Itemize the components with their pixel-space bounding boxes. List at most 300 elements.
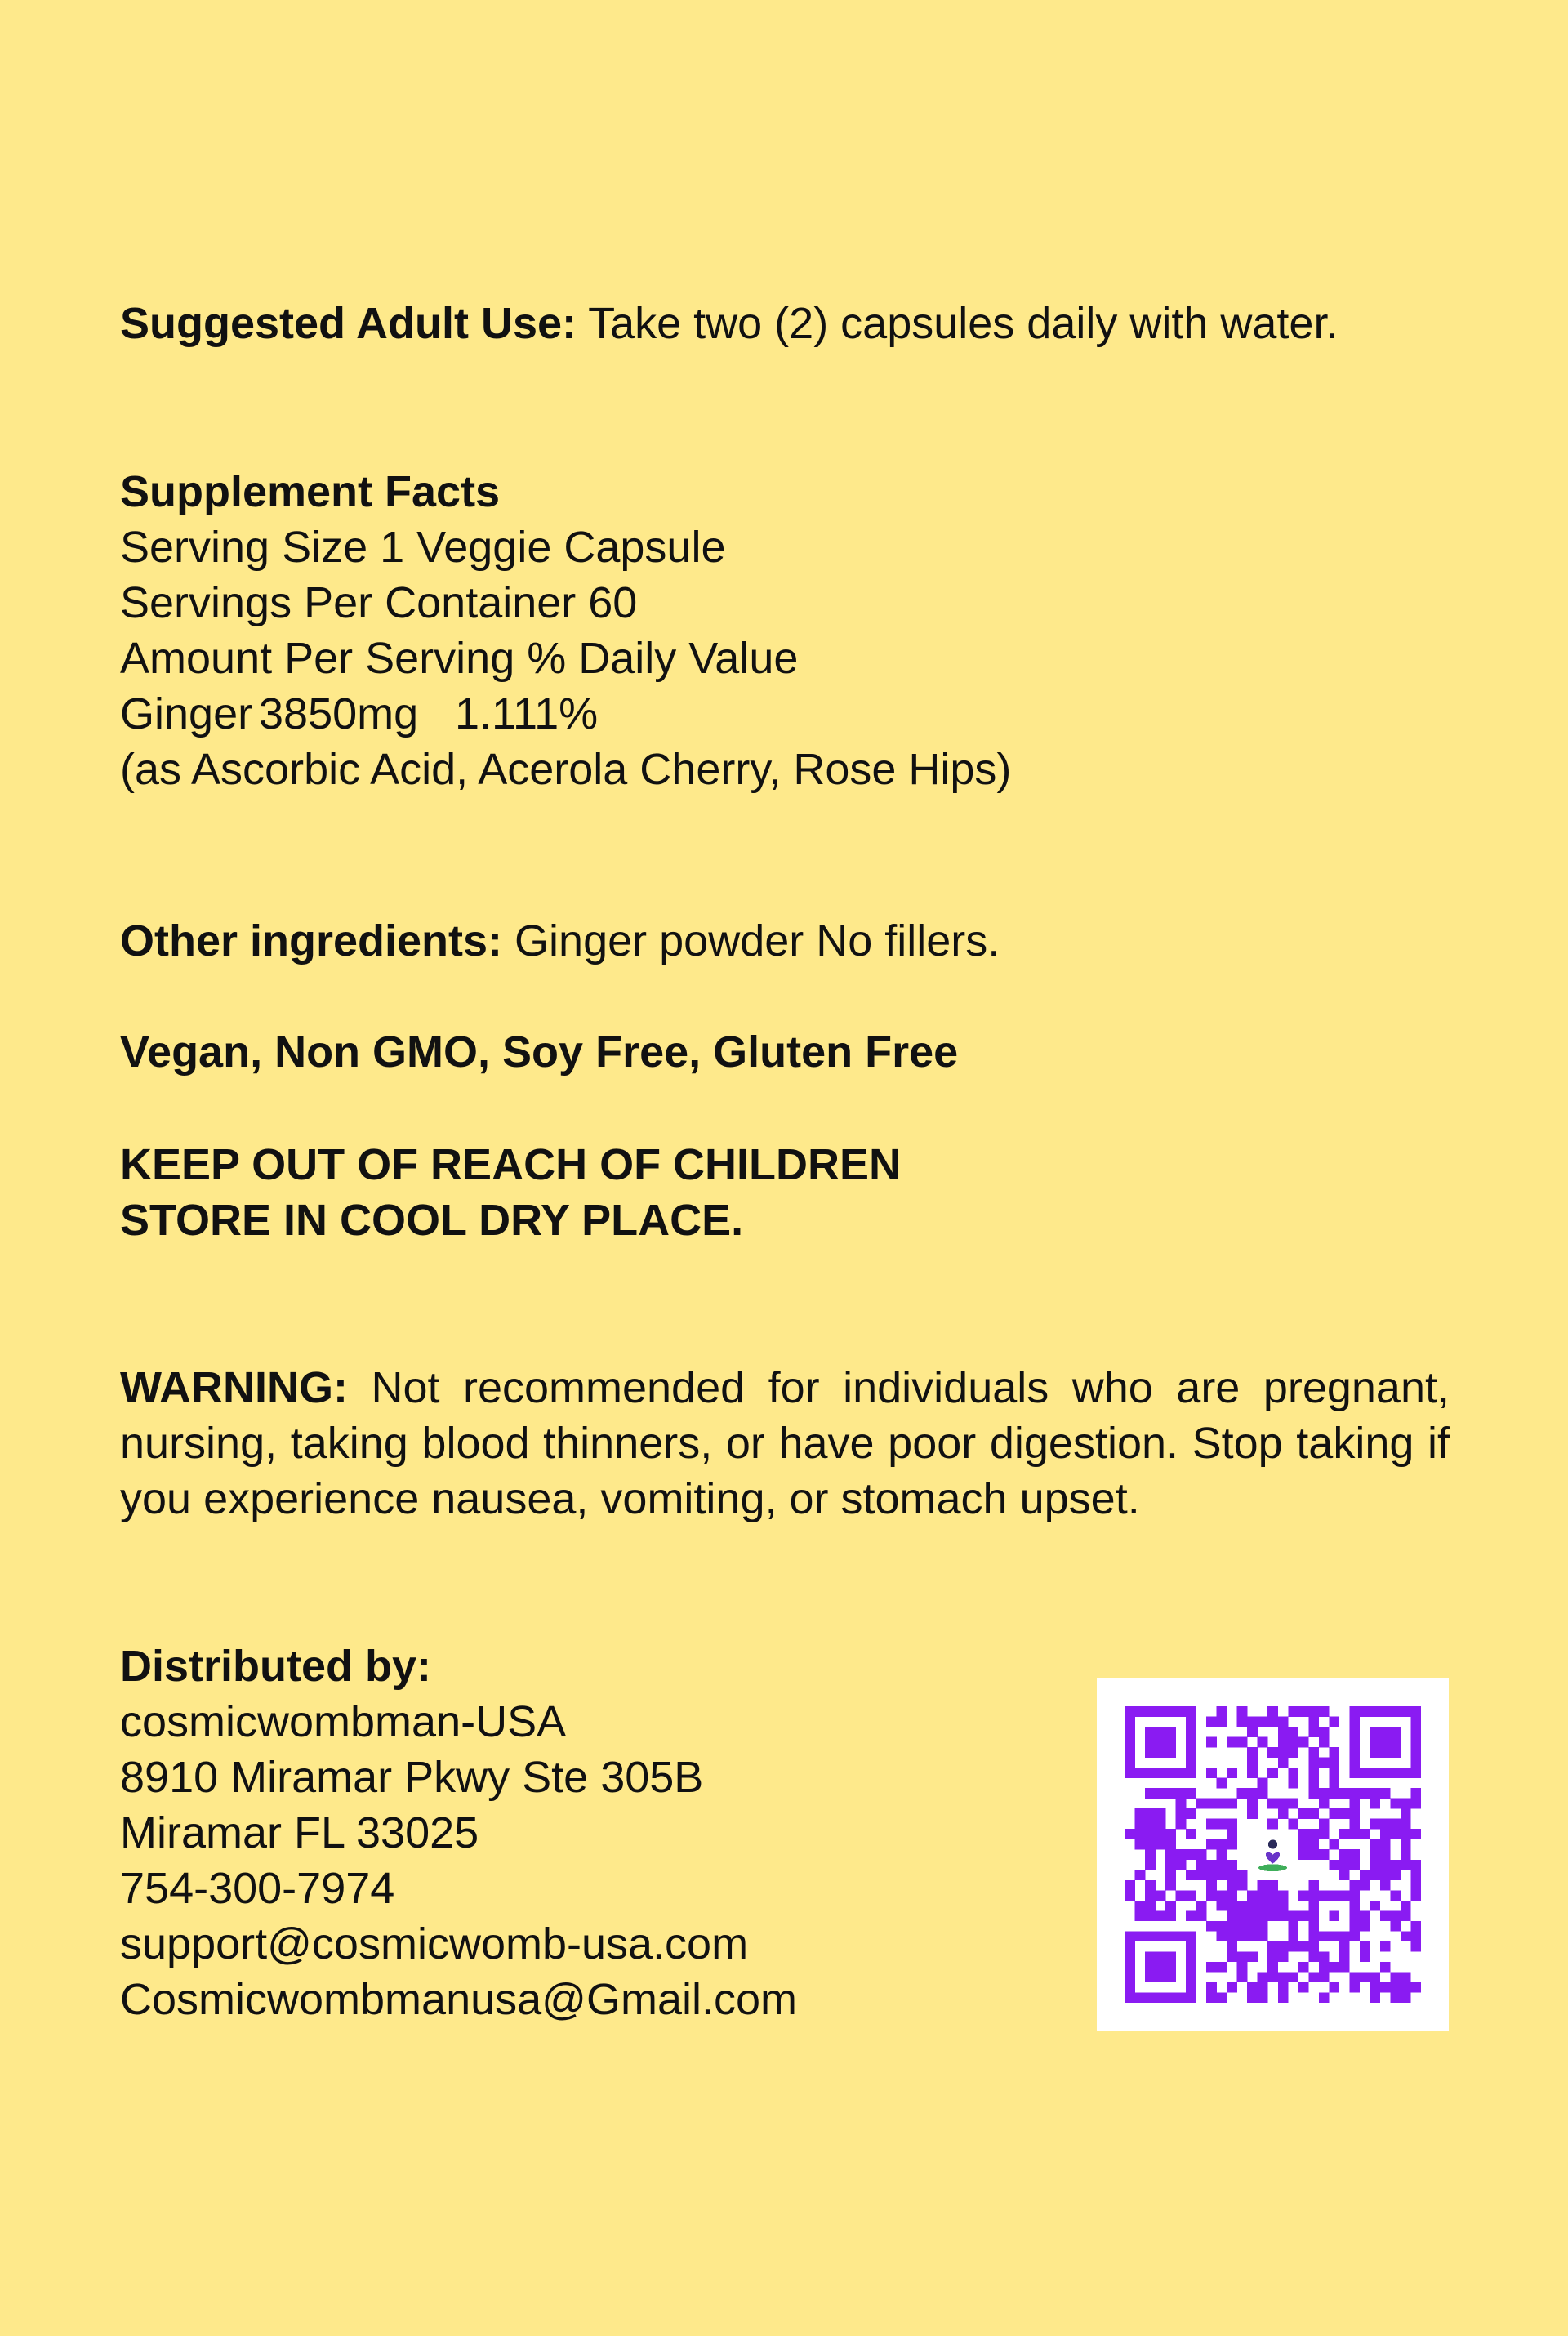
qr-module: [1349, 1890, 1360, 1901]
qr-module: [1278, 1992, 1289, 2003]
qr-module: [1339, 1808, 1350, 1819]
qr-module: [1410, 1829, 1421, 1839]
qr-module: [1288, 1706, 1298, 1717]
qr-module: [1227, 1951, 1237, 1962]
qr-module: [1217, 1799, 1227, 1809]
qr-module: [1165, 1880, 1176, 1891]
qr-module: [1308, 1972, 1319, 1982]
qr-module: [1360, 1788, 1370, 1799]
qr-module: [1206, 1992, 1217, 2003]
qr-module: [1380, 1727, 1391, 1737]
qr-module: [1401, 1829, 1411, 1839]
qr-module: [1217, 1962, 1227, 1973]
qr-module: [1247, 1910, 1258, 1921]
qr-module: [1329, 1931, 1339, 1941]
qr-module: [1349, 1758, 1360, 1768]
qr-module: [1349, 1931, 1360, 1941]
qr-module: [1135, 1819, 1146, 1830]
qr-module: [1145, 1992, 1156, 2003]
qr-module: [1370, 1706, 1380, 1717]
qr-module: [1349, 1880, 1360, 1891]
qr-module: [1217, 1819, 1227, 1830]
qr-module: [1278, 1799, 1289, 1809]
qr-module: [1267, 1962, 1278, 1973]
qr-module: [1217, 1860, 1227, 1870]
qr-module: [1401, 1931, 1411, 1941]
qr-module: [1390, 1890, 1401, 1901]
qr-module: [1237, 1901, 1248, 1911]
qr-module: [1349, 1901, 1360, 1911]
qr-module: [1165, 1910, 1176, 1921]
qr-module: [1176, 1890, 1187, 1901]
qr-module: [1390, 1706, 1401, 1717]
qr-module: [1145, 1829, 1156, 1839]
qr-module: [1176, 1849, 1187, 1860]
qr-module: [1308, 1910, 1319, 1921]
qr-module: [1247, 1890, 1258, 1901]
qr-module: [1227, 1870, 1237, 1880]
qr-module: [1339, 1931, 1350, 1941]
qr-module: [1329, 1758, 1339, 1768]
qr-module: [1349, 1860, 1360, 1870]
qr-module: [1308, 1727, 1319, 1737]
qr-module: [1156, 1808, 1166, 1819]
qr-module: [1206, 1982, 1217, 1993]
qr-module: [1319, 1706, 1330, 1717]
qr-module: [1196, 1901, 1207, 1911]
qr-module: [1206, 1921, 1217, 1932]
qr-module: [1298, 1941, 1309, 1952]
qr-module: [1349, 1829, 1360, 1839]
qr-module: [1176, 1706, 1187, 1717]
qr-module: [1370, 1747, 1380, 1758]
qr-module: [1308, 1941, 1319, 1952]
qr-module: [1319, 1758, 1330, 1768]
qr-module: [1329, 1860, 1339, 1870]
qr-module: [1176, 1819, 1187, 1830]
qr-module: [1206, 1768, 1217, 1778]
qr-module: [1217, 1931, 1227, 1941]
qr-module: [1390, 1860, 1401, 1870]
qr-module: [1186, 1706, 1196, 1717]
qr-module: [1227, 1839, 1237, 1850]
qr-module: [1156, 1788, 1166, 1799]
qr-module: [1165, 1860, 1176, 1870]
qr-module: [1165, 1972, 1176, 1982]
qr-module: [1401, 1982, 1411, 1993]
qr-module: [1237, 1880, 1248, 1891]
qr-module: [1288, 1737, 1298, 1748]
qr-module: [1410, 1860, 1421, 1870]
qr-module: [1329, 1747, 1339, 1758]
qr-module: [1156, 1910, 1166, 1921]
qr-code-icon[interactable]: [1097, 1678, 1449, 2031]
qr-module: [1145, 1706, 1156, 1717]
qr-module: [1227, 1860, 1237, 1870]
servings-per-container: Servings Per Container 60: [120, 578, 638, 627]
qr-module: [1156, 1706, 1166, 1717]
qr-module: [1267, 1747, 1278, 1758]
qr-module: [1278, 1890, 1289, 1901]
qr-module: [1329, 1910, 1339, 1921]
qr-module: [1258, 1880, 1268, 1891]
qr-module: [1339, 1890, 1350, 1901]
qr-module: [1308, 1758, 1319, 1768]
qr-module: [1247, 1921, 1258, 1932]
qr-module: [1349, 1747, 1360, 1758]
qr-module: [1370, 1839, 1380, 1850]
qr-module: [1165, 1747, 1176, 1758]
qr-module: [1380, 1737, 1391, 1748]
qr-module: [1360, 1951, 1370, 1962]
qr-module: [1329, 1717, 1339, 1727]
qr-module: [1298, 1849, 1309, 1860]
qr-module: [1145, 1808, 1156, 1819]
qr-module: [1278, 1910, 1289, 1921]
qr-module: [1145, 1972, 1156, 1982]
qr-module: [1186, 1982, 1196, 1993]
qr-module: [1370, 1972, 1380, 1982]
qr-module: [1237, 1962, 1248, 1973]
qr-module: [1380, 1910, 1391, 1921]
qr-module: [1308, 1829, 1319, 1839]
qr-module: [1401, 1849, 1411, 1860]
distributor-info: [120, 1638, 797, 2027]
qr-module: [1227, 1910, 1237, 1921]
qr-module: [1125, 1941, 1135, 1952]
storage-line-children: KEEP OUT OF REACH OF CHILDREN: [120, 1140, 902, 1189]
qr-module: [1186, 1941, 1196, 1952]
qr-module: [1319, 1951, 1330, 1962]
qr-module: [1401, 1706, 1411, 1717]
qr-module: [1370, 1849, 1380, 1860]
qr-module: [1401, 1799, 1411, 1809]
qr-module: [1401, 1839, 1411, 1850]
qr-module: [1206, 1839, 1217, 1850]
qr-module: [1125, 1717, 1135, 1727]
qr-module: [1176, 1808, 1187, 1819]
qr-module: [1145, 1931, 1156, 1941]
qr-module: [1125, 1829, 1135, 1839]
qr-module: [1380, 1982, 1391, 1993]
qr-module: [1308, 1951, 1319, 1962]
qr-module: [1267, 1768, 1278, 1778]
qr-module: [1145, 1839, 1156, 1850]
qr-module: [1237, 1706, 1248, 1717]
qr-module: [1267, 1901, 1278, 1911]
qr-module: [1125, 1727, 1135, 1737]
qr-module: [1360, 1768, 1370, 1778]
qr-module: [1165, 1839, 1176, 1850]
qr-module: [1410, 1921, 1421, 1932]
qr-module: [1308, 1717, 1319, 1727]
qr-module: [1308, 1880, 1319, 1891]
distributor-email-gmail[interactable]: Cosmicwombmanusa@Gmail.com: [120, 1975, 798, 2024]
qr-module: [1258, 1992, 1268, 2003]
qr-module: [1370, 1799, 1380, 1809]
qr-module: [1308, 1706, 1319, 1717]
qr-module: [1125, 1768, 1135, 1778]
qr-module: [1349, 1910, 1360, 1921]
qr-module: [1308, 1849, 1319, 1860]
qr-module: [1370, 1901, 1380, 1911]
suggested-use-label: Suggested Adult Use:: [120, 299, 577, 348]
qr-module: [1247, 1768, 1258, 1778]
qr-module: [1390, 1829, 1401, 1839]
qr-module: [1258, 1931, 1268, 1941]
qr-module: [1410, 1706, 1421, 1717]
qr-module: [1135, 1910, 1146, 1921]
qr-module: [1227, 1799, 1237, 1809]
qr-module: [1206, 1819, 1217, 1830]
qr-module: [1380, 1860, 1391, 1870]
qr-module: [1267, 1880, 1278, 1891]
qr-module: [1165, 1737, 1176, 1748]
qr-module: [1196, 1870, 1207, 1880]
qr-module: [1410, 1727, 1421, 1737]
qr-module: [1135, 1992, 1146, 2003]
qr-module: [1186, 1727, 1196, 1737]
qr-module: [1258, 1778, 1268, 1789]
qr-module: [1125, 1706, 1135, 1717]
qr-module: [1308, 1931, 1319, 1941]
qr-module: [1370, 1768, 1380, 1778]
qr-module: [1390, 1910, 1401, 1921]
qr-module: [1349, 1808, 1360, 1819]
qr-module: [1237, 1870, 1248, 1880]
qr-module: [1267, 1951, 1278, 1962]
qr-module: [1410, 1717, 1421, 1727]
qr-module: [1165, 1706, 1176, 1717]
qr-module: [1319, 1799, 1330, 1809]
dietary-claims: Vegan, Non GMO, Soy Free, Gluten Free: [120, 1028, 959, 1077]
qr-module: [1370, 1992, 1380, 2003]
qr-module: [1410, 1737, 1421, 1748]
qr-module: [1156, 1962, 1166, 1973]
qr-module: [1401, 1808, 1411, 1819]
qr-module: [1319, 1931, 1330, 1941]
qr-module: [1165, 1962, 1176, 1973]
qr-module: [1410, 1758, 1421, 1768]
qr-module: [1206, 1890, 1217, 1901]
qr-module: [1360, 1880, 1370, 1891]
qr-module: [1186, 1849, 1196, 1860]
qr-module: [1319, 1890, 1330, 1901]
qr-module: [1288, 1910, 1298, 1921]
qr-module: [1258, 1982, 1268, 1993]
qr-module: [1258, 1921, 1268, 1932]
qr-module: [1206, 1737, 1217, 1748]
qr-module: [1390, 1921, 1401, 1932]
warning-text: Not recommended for individuals who are pregnant, nursing, taking blood thinners, or have poor digestion. Stop taking if you experience nausea, vomiting, or stomach upset.: [120, 1363, 1450, 1523]
qr-module: [1165, 1829, 1176, 1839]
qr-module: [1186, 1870, 1196, 1880]
qr-module: [1227, 1890, 1237, 1901]
qr-module: [1165, 1788, 1176, 1799]
qr-module: [1125, 1737, 1135, 1748]
supplement-facts-title: Supplement Facts: [120, 467, 501, 516]
qr-module: [1288, 1941, 1298, 1952]
qr-module: [1390, 1737, 1401, 1748]
qr-module: [1370, 1870, 1380, 1880]
qr-module: [1156, 1972, 1166, 1982]
qr-module: [1329, 1890, 1339, 1901]
qr-module: [1401, 1901, 1411, 1911]
qr-module: [1135, 1870, 1146, 1880]
qr-module: [1217, 1901, 1227, 1911]
qr-module: [1156, 1951, 1166, 1962]
qr-module: [1135, 1931, 1146, 1941]
qr-module: [1247, 1992, 1258, 2003]
qr-module: [1298, 1829, 1309, 1839]
other-ingredients-text: Ginger powder No fillers.: [502, 916, 1000, 965]
qr-module: [1278, 1901, 1289, 1911]
qr-module: [1390, 1768, 1401, 1778]
qr-module: [1349, 1737, 1360, 1748]
qr-module: [1247, 1788, 1258, 1799]
qr-module: [1258, 1901, 1268, 1911]
qr-module: [1380, 1870, 1391, 1880]
qr-module: [1288, 1768, 1298, 1778]
qr-module: [1227, 1768, 1237, 1778]
qr-module: [1176, 1992, 1187, 2003]
qr-module: [1217, 1890, 1227, 1901]
qr-module: [1237, 1921, 1248, 1932]
qr-module: [1196, 1860, 1207, 1870]
qr-module: [1349, 1788, 1360, 1799]
qr-module: [1135, 1901, 1146, 1911]
qr-module: [1156, 1839, 1166, 1850]
qr-module: [1176, 1860, 1187, 1870]
qr-module: [1186, 1788, 1196, 1799]
qr-module: [1380, 1941, 1391, 1952]
qr-module: [1247, 1727, 1258, 1737]
serving-size: Serving Size 1 Veggie Capsule: [120, 523, 726, 572]
qr-module: [1308, 1768, 1319, 1778]
qr-module: [1165, 1727, 1176, 1737]
qr-module: [1329, 1808, 1339, 1819]
qr-module: [1145, 1849, 1156, 1860]
qr-module: [1360, 1972, 1370, 1982]
storage-notice: [120, 1137, 901, 1248]
distributor-city: Miramar FL 33025: [120, 1808, 479, 1857]
qr-module: [1390, 1982, 1401, 1993]
qr-module: [1410, 1931, 1421, 1941]
qr-module: [1217, 1921, 1227, 1932]
qr-module: [1145, 1951, 1156, 1962]
qr-module: [1278, 1737, 1289, 1748]
qr-module: [1410, 1747, 1421, 1758]
qr-module: [1247, 1799, 1258, 1809]
qr-module: [1125, 1880, 1135, 1891]
qr-module: [1288, 1819, 1298, 1830]
qr-module: [1237, 1972, 1248, 1982]
qr-module: [1156, 1992, 1166, 2003]
qr-module: [1227, 1880, 1237, 1891]
qr-module: [1298, 1982, 1309, 1993]
qr-module: [1227, 1901, 1237, 1911]
qr-module: [1156, 1890, 1166, 1901]
distributor-name: cosmicwombman-USA: [120, 1697, 567, 1746]
qr-module: [1380, 1706, 1391, 1717]
qr-module: [1410, 1982, 1421, 1993]
qr-module: [1186, 1951, 1196, 1962]
qr-module: [1145, 1737, 1156, 1748]
qr-module: [1298, 1706, 1309, 1717]
qr-module: [1135, 1839, 1146, 1850]
qr-module: [1390, 1972, 1401, 1982]
qr-module: [1237, 1910, 1248, 1921]
qr-module: [1401, 1860, 1411, 1870]
qr-module: [1288, 1921, 1298, 1932]
qr-module: [1247, 1758, 1258, 1768]
qr-module: [1329, 1839, 1339, 1850]
qr-module: [1329, 1788, 1339, 1799]
qr-module: [1360, 1941, 1370, 1952]
qr-module: [1308, 1890, 1319, 1901]
qr-module: [1278, 1758, 1289, 1768]
qr-module: [1319, 1788, 1330, 1799]
qr-module: [1258, 1717, 1268, 1727]
qr-module: [1227, 1931, 1237, 1941]
other-ingredients: [120, 913, 1000, 969]
other-ingredients-label: Other ingredients:: [120, 916, 503, 965]
qr-module: [1370, 1819, 1380, 1830]
qr-module: [1247, 1717, 1258, 1727]
qr-module: [1288, 1931, 1298, 1941]
fact-source-note: (as Ascorbic Acid, Acerola Cherry, Rose Hips): [120, 745, 1012, 794]
qr-module: [1145, 1880, 1156, 1891]
qr-module: [1308, 1788, 1319, 1799]
qr-module: [1135, 1706, 1146, 1717]
qr-module: [1410, 1788, 1421, 1799]
qr-module: [1401, 1972, 1411, 1982]
qr-module: [1156, 1768, 1166, 1778]
distributor-email-support[interactable]: support@cosmicwomb-usa.com: [120, 1919, 749, 1968]
qr-module: [1349, 1921, 1360, 1932]
qr-module: [1278, 1951, 1289, 1962]
qr-module: [1186, 1972, 1196, 1982]
qr-module: [1360, 1829, 1370, 1839]
qr-module: [1278, 1972, 1289, 1982]
qr-module: [1206, 1860, 1217, 1870]
qr-module: [1288, 1972, 1298, 1982]
qr-module: [1401, 1768, 1411, 1778]
qr-module: [1237, 1717, 1248, 1727]
qr-module: [1247, 1982, 1258, 1993]
qr-module: [1125, 1992, 1135, 2003]
qr-module: [1410, 1870, 1421, 1880]
qr-module: [1237, 1788, 1248, 1799]
qr-module: [1349, 1717, 1360, 1727]
qr-module: [1329, 1768, 1339, 1778]
qr-module: [1145, 1768, 1156, 1778]
qr-module: [1125, 1747, 1135, 1758]
qr-module: [1278, 1808, 1289, 1819]
qr-module: [1227, 1982, 1237, 1993]
qr-module: [1186, 1931, 1196, 1941]
qr-module: [1288, 1799, 1298, 1809]
qr-module: [1176, 1799, 1187, 1809]
qr-module: [1165, 1849, 1176, 1860]
qr-module: [1319, 1962, 1330, 1973]
qr-module: [1349, 1706, 1360, 1717]
qr-module: [1247, 1951, 1258, 1962]
qr-module: [1390, 1992, 1401, 2003]
qr-module: [1308, 1778, 1319, 1789]
qr-module: [1206, 1717, 1217, 1727]
qr-module: [1278, 1941, 1289, 1952]
